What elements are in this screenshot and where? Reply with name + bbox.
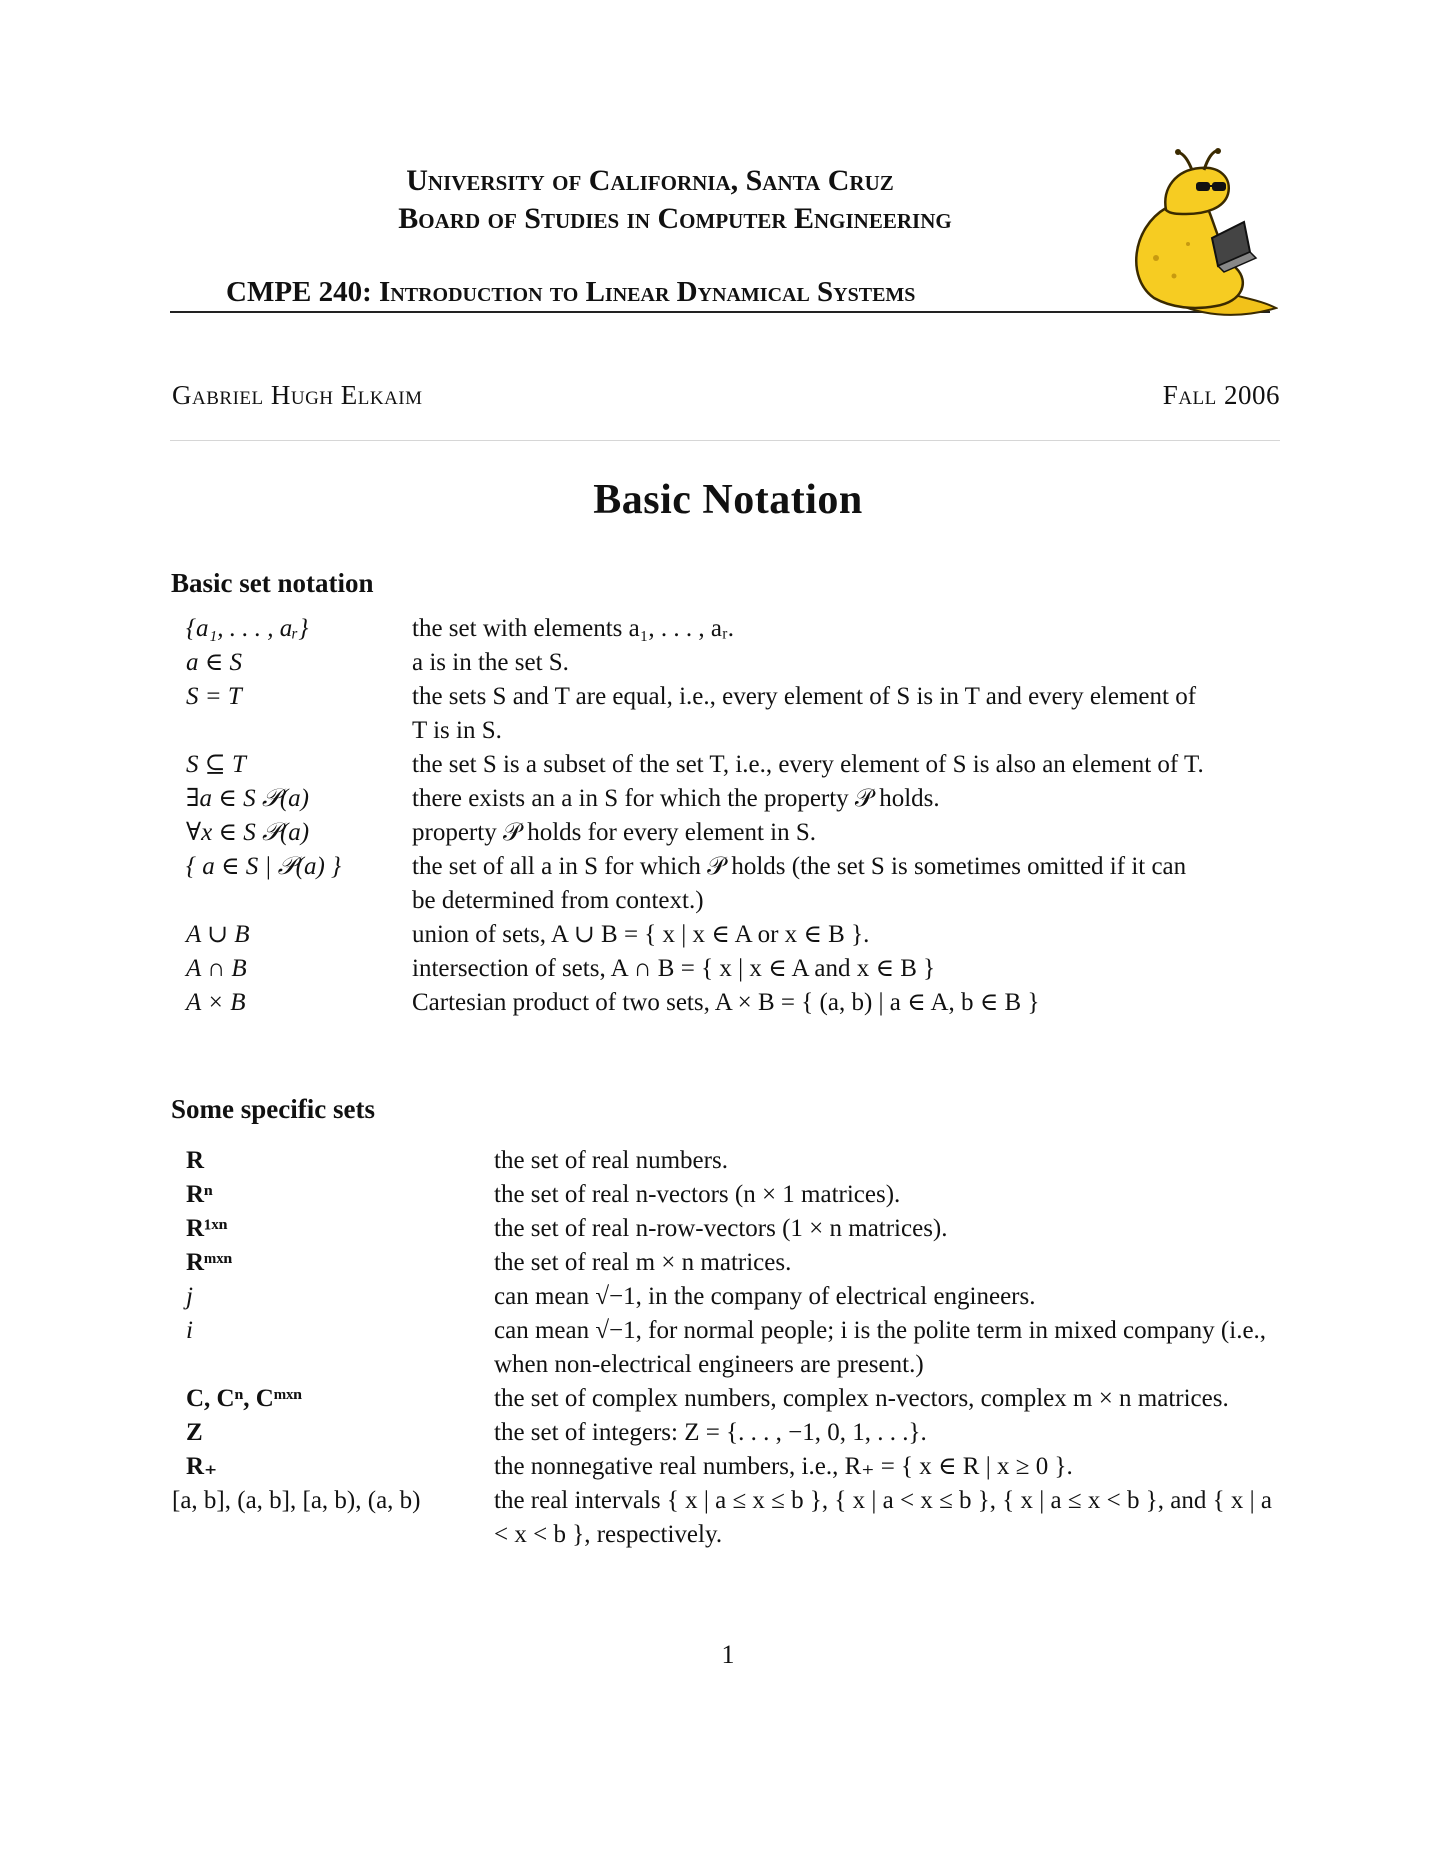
set-symbol: R¹ˣⁿ [186,1215,228,1242]
notation-definition: union of sets, A ∪ B = { x | x ∈ A or x ∈ B }. [412,921,870,948]
board-name: Board of Studies in Computer Engineering [398,202,952,235]
set-row [172,1178,1282,1212]
set-row [172,1144,1282,1178]
university-name: University of California, Santa Cruz [406,164,894,197]
set-definition: the set of real m × n matrices. [494,1249,792,1276]
set-symbol: Rⁿ [186,1181,213,1208]
notation-symbol: {a₁, . . . , aᵣ} [186,615,309,642]
notation-definition: the set S is a subset of the set T, i.e., every element of S is also an element of T. [412,751,1204,778]
banana-slug-mascot-icon [1126,148,1278,324]
notation-row [186,816,1286,850]
set-row [172,1246,1282,1280]
set-row [172,1450,1282,1484]
notation-row [186,612,1286,646]
set-symbol: j [186,1283,193,1310]
header-rule [170,311,1270,313]
set-row [172,1416,1282,1450]
specific-sets-table [172,1144,1282,1552]
section-heading-specific-sets: Some specific sets [171,1094,375,1124]
notation-symbol: A × B [186,989,246,1016]
set-row [172,1484,1282,1552]
term-label: Fall 2006 [1162,380,1280,410]
notation-definition: Cartesian product of two sets, A × B = { (a, b) | a ∈ A, b ∈ B } [412,989,1040,1016]
section-heading-basic-set: Basic set notation [171,568,374,598]
set-definition: the set of integers: Z = {. . . , −1, 0, 1, . . .}. [494,1419,927,1446]
set-definition: the real intervals { x | a ≤ x ≤ b }, { x | a < x ≤ b }, { x | a ≤ x < b }, and { x | a < x < b }, respectively. [494,1487,1272,1548]
set-definition: the nonnegative real numbers, i.e., R₊ = { x ∈ R | x ≥ 0 }. [494,1453,1073,1480]
notation-definition: property 𝒫 holds for every element in S. [412,819,817,846]
notation-symbol: S ⊆ T [186,751,246,778]
set-symbol: i [186,1317,193,1344]
author-name: Gabriel Hugh Elkaim [172,380,423,410]
notation-row [186,986,1286,1020]
set-definition: can mean √−1, for normal people; i is the polite term in mixed company (i.e., when non-electrical engineers are present.) [494,1317,1267,1378]
set-symbol: R [186,1147,205,1174]
notation-symbol: { a ∈ S | 𝒫(a) } [186,853,342,880]
notation-row [186,680,1286,748]
course-title: CMPE 240: Introduction to Linear Dynamical Systems [226,276,916,308]
notation-row [186,918,1286,952]
notation-definition: there exists an a in S for which the property 𝒫 holds. [412,785,940,812]
notation-symbol: a ∈ S [186,649,243,676]
set-row [172,1280,1282,1314]
set-symbol: C, Cⁿ, Cᵐˣⁿ [186,1385,302,1412]
notation-symbol: ∀x ∈ S 𝒫(a) [186,819,310,846]
basic-set-notation-table [186,612,1286,1020]
page-title: Basic Notation [593,477,863,523]
notation-symbol: A ∩ B [186,955,247,982]
notation-row [186,952,1286,986]
set-definition: the set of real n-vectors (n × 1 matrices). [494,1181,901,1208]
set-row [172,1314,1282,1382]
set-definition: the set of complex numbers, complex n-vectors, complex m × n matrices. [494,1385,1229,1412]
set-symbol: Rᵐˣⁿ [186,1249,233,1276]
notation-row [186,646,1286,680]
notation-definition: the sets S and T are equal, i.e., every element of S is in T and every element of T is in S. [412,683,1197,744]
set-row [172,1382,1282,1416]
set-row [172,1212,1282,1246]
set-definition: the set of real numbers. [494,1147,728,1174]
set-definition: the set of real n-row-vectors (1 × n matrices). [494,1215,948,1242]
set-definition: can mean √−1, in the company of electrical engineers. [494,1283,1036,1310]
notation-symbol: A ∪ B [186,921,250,948]
set-symbol: Z [186,1419,203,1446]
notation-symbol: ∃a ∈ S 𝒫(a) [186,785,309,812]
notation-definition: intersection of sets, A ∩ B = { x | x ∈ A and x ∈ B } [412,955,936,982]
notation-definition: the set with elements a₁, . . . , aᵣ. [412,615,735,642]
set-symbol: [a, b], (a, b], [a, b), (a, b) [172,1487,421,1514]
set-symbol: R₊ [186,1453,218,1480]
notation-symbol: S = T [186,683,242,710]
notation-definition: the set of all a in S for which 𝒫 holds (the set S is sometimes omitted if it can be determined from context.) [412,853,1187,914]
notation-row [186,850,1286,918]
notation-row [186,782,1286,816]
page-number: 1 [721,1640,735,1669]
divider [170,440,1280,441]
notation-definition: a is in the set S. [412,649,569,676]
notation-row [186,748,1286,782]
